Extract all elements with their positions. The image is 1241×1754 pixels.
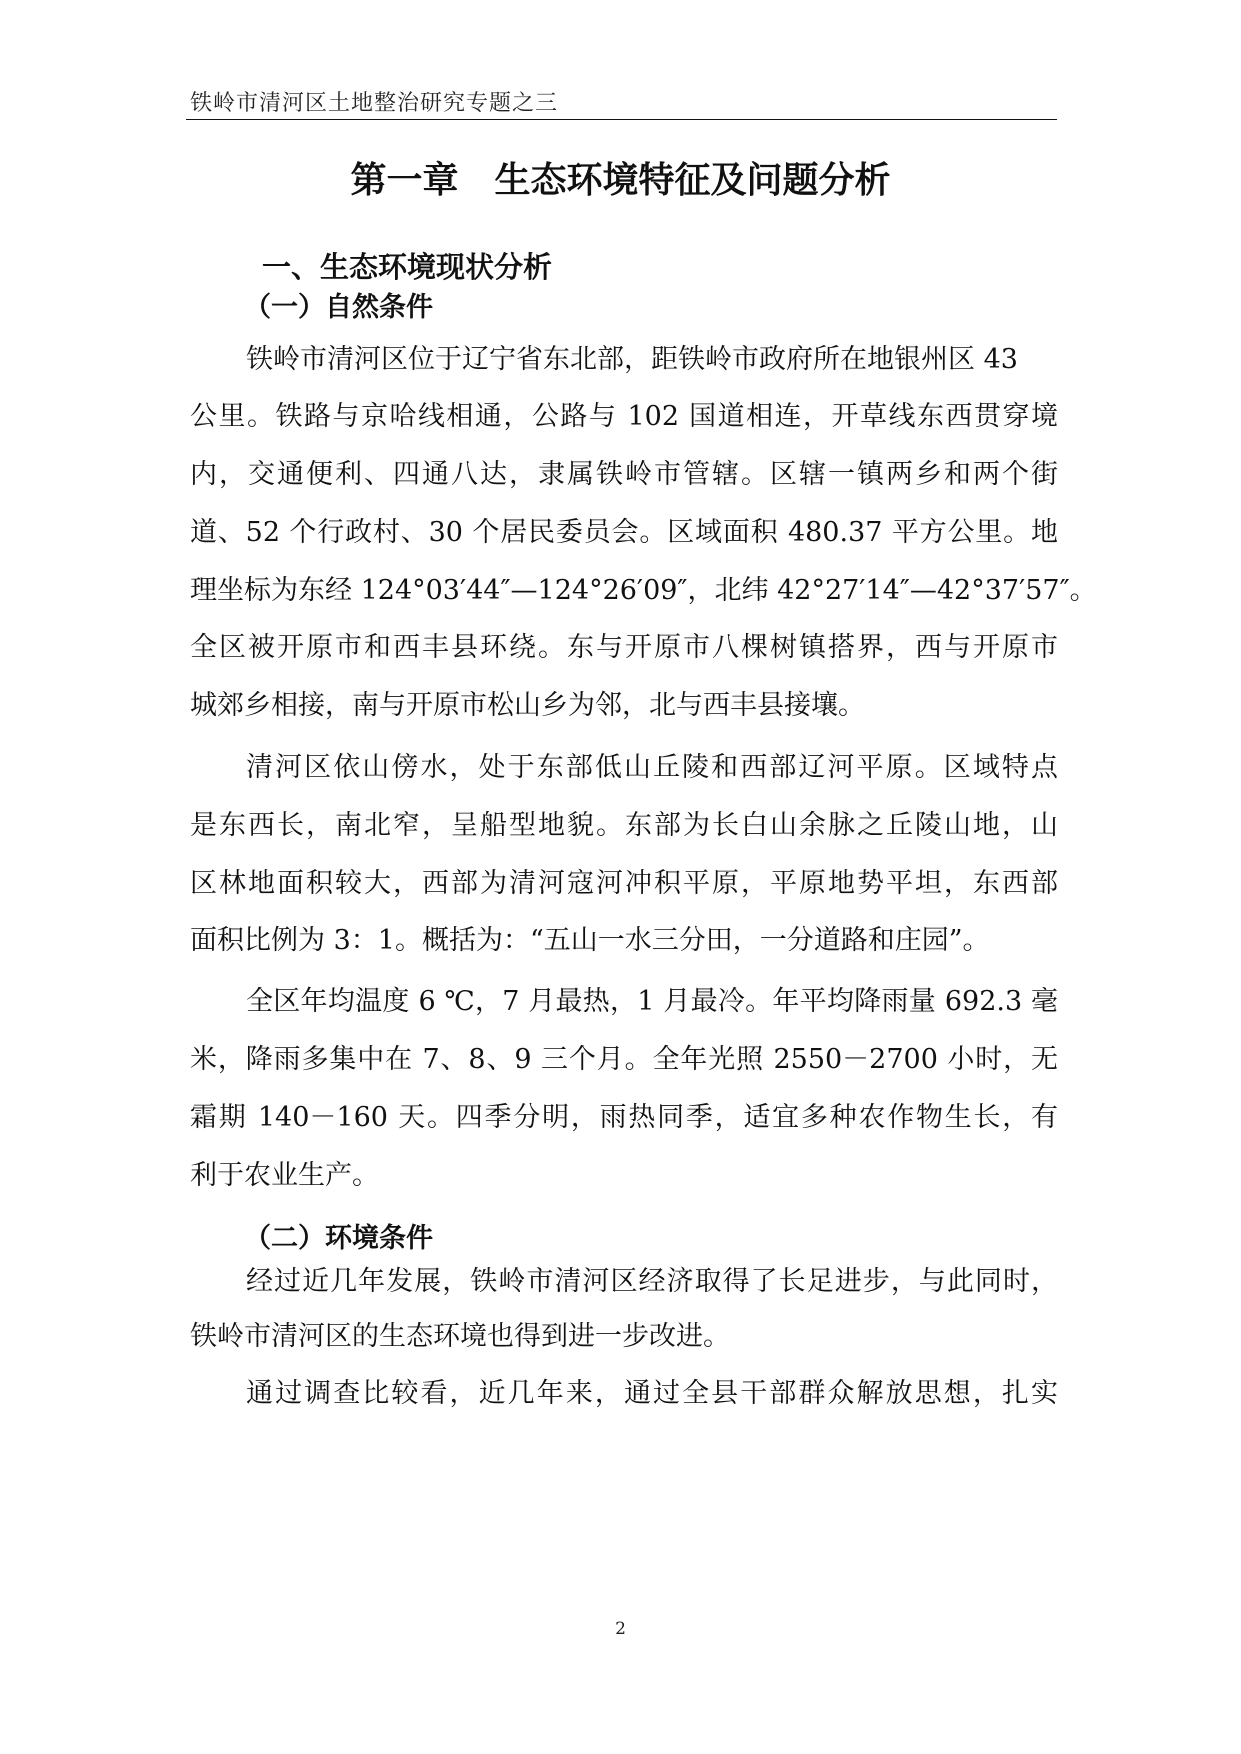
paragraph-line: 是东西长，南北窄，呈船型地貌。东部为长白山余脉之丘陵山地，山	[190, 810, 1058, 841]
running-header: 铁岭市清河区土地整治研究专题之三	[190, 91, 559, 116]
paragraph-line: 区林地面积较大，西部为清河寇河冲积平原，平原地势平坦，东西部	[190, 868, 1058, 899]
header-rule	[186, 119, 1057, 120]
paragraph-line: 全区被开原市和西丰县环绕。东与开原市八棵树镇搭界，西与开原市	[190, 632, 1058, 663]
paragraph-line: 全区年均温度 6 ℃，7 月最热，1 月最冷。年平均降雨量 692.3 毫	[246, 986, 1058, 1017]
paragraph-line: 利于农业生产。	[190, 1160, 379, 1191]
paragraph-line: 公里。铁路与京哈线相通，公路与 102 国道相连，开草线东西贯穿境	[190, 401, 1058, 432]
paragraph-line: 理坐标为东经 124°03′44″—124°26′09″，北纬 42°27′14″—42°37′57″。	[190, 575, 1097, 606]
chapter-title: 第一章 生态环境特征及问题分析	[350, 160, 891, 201]
paragraph-line: 面积比例为 3：1。概括为：“五山一水三分田，一分道路和庄园”。	[190, 925, 990, 956]
paragraph-line: 通过调查比较看，近几年来，通过全县干部群众解放思想，扎实	[246, 1378, 1058, 1409]
paragraph-line: 清河区依山傍水，处于东部低山丘陵和西部辽河平原。区域特点	[246, 752, 1058, 783]
page-number: 2	[615, 1619, 626, 1639]
paragraph-line: 霜期 140－160 天。四季分明，雨热同季，适宜多种农作物生长，有	[190, 1102, 1058, 1133]
paragraph-line: 城郊乡相接，南与开原市松山乡为邻，北与西丰县接壤。	[190, 690, 865, 721]
subsection-title-environment: （二）环境条件	[244, 1223, 433, 1254]
subsection-title-natural: （一）自然条件	[244, 292, 433, 323]
section-title: 一、生态环境现状分析	[262, 250, 553, 284]
paragraph-line: 铁岭市清河区的生态环境也得到进一步改进。	[190, 1321, 730, 1352]
paragraph-line: 米，降雨多集中在 7、8、9 三个月。全年光照 2550－2700 小时，无	[190, 1044, 1058, 1075]
paragraph-line: 经过近几年发展，铁岭市清河区经济取得了长足进步，与此同时，	[246, 1266, 1058, 1297]
paragraph-line: 内，交通便利、四通八达，隶属铁岭市管辖。区辖一镇两乡和两个街	[190, 459, 1058, 490]
paragraph-line: 道、52 个行政村、30 个居民委员会。区域面积 480.37 平方公里。地	[190, 517, 1058, 548]
paragraph-line: 铁岭市清河区位于辽宁省东北部，距铁岭市政府所在地银州区 43	[246, 344, 1018, 375]
